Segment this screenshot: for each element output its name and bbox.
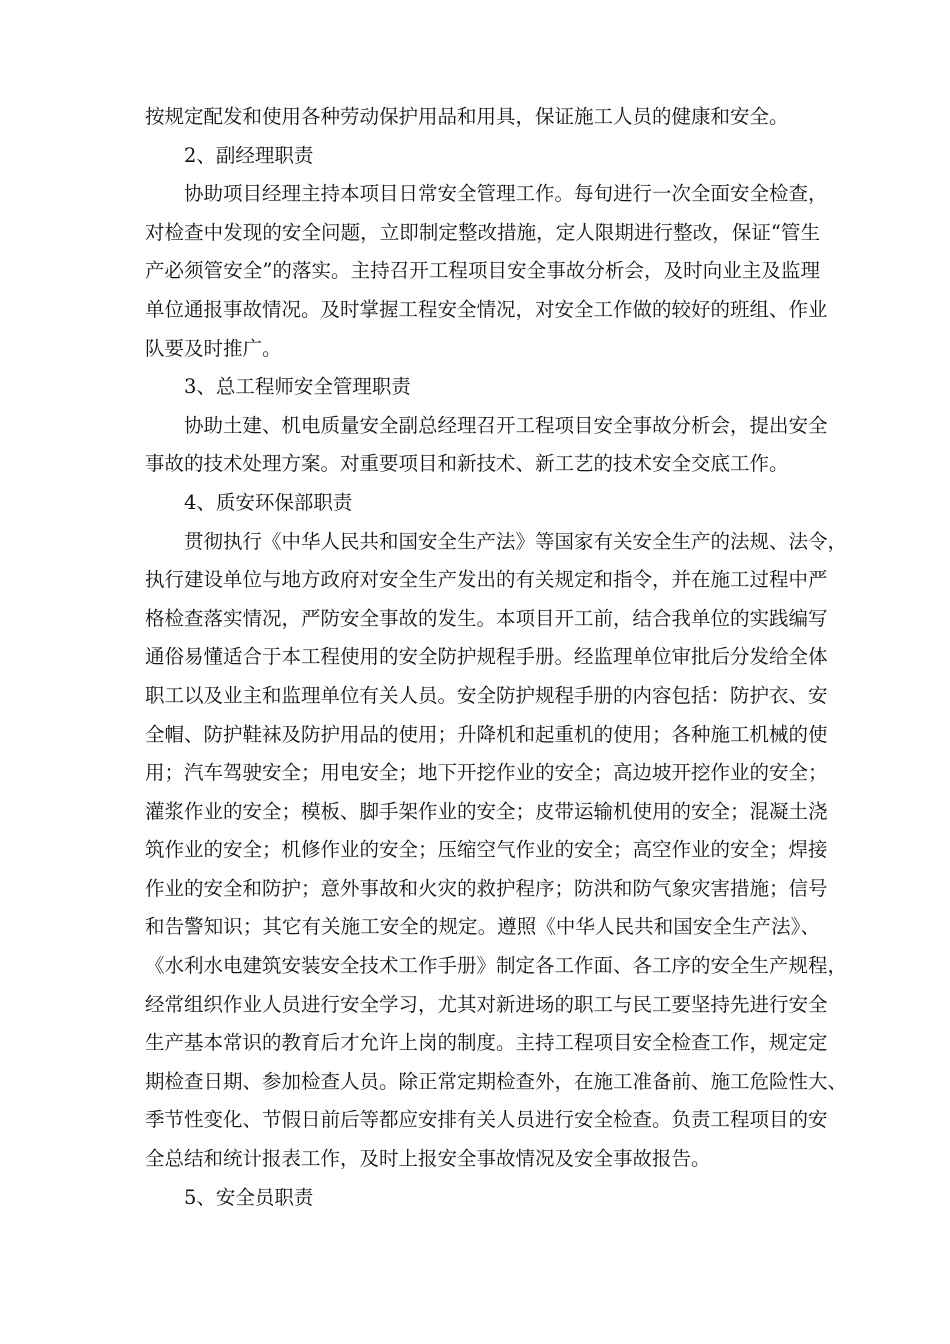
body-line: 《水利水电建筑安装安全技术工作手册》制定各工作面、各工序的安全生产规程，	[145, 954, 848, 978]
body-line: 期检查日期、参加检查人员。除正常定期检查外，在施工准备前、施工危险性大、	[145, 1069, 848, 1093]
body-line: 生产基本常识的教育后才允许上岗的制度。主持工程项目安全检查工作，规定定	[145, 1031, 828, 1055]
body-line: 产必须管安全”的落实。主持召开工程项目安全事故分析会，及时向业主及监理	[145, 259, 820, 283]
body-line: 按规定配发和使用各种劳动保护用品和用具，保证施工人员的健康和安全。	[145, 105, 789, 128]
body-line: 职工以及业主和监理单位有关人员。安全防护规程手册的内容包括：防护衣、安	[145, 683, 828, 707]
body-line: 季节性变化、节假日前后等都应安排有关人员进行安全检查。负责工程项目的安	[145, 1108, 828, 1132]
body-line: 单位通报事故情况。及时掌握工程安全情况，对安全工作做的较好的班组、作业	[145, 297, 828, 321]
body-line: 协助项目经理主持本项目日常安全管理工作。每旬进行一次全面安全检查，	[184, 182, 828, 206]
body-line: 全总结和统计报表工作，及时上报安全事故情况及安全事故报告。	[145, 1147, 711, 1171]
body-line: 筑作业的安全；机修作业的安全；压缩空气作业的安全；高空作业的安全；焊接	[145, 838, 828, 862]
body-line: 协助土建、机电质量安全副总经理召开工程项目安全事故分析会，提出安全	[184, 413, 828, 437]
body-line: 用；汽车驾驶安全；用电安全；地下开挖作业的安全；高边坡开挖作业的安全；	[145, 761, 828, 785]
body-line: 执行建设单位与地方政府对安全生产发出的有关规定和指令，并在施工过程中严	[145, 568, 828, 592]
body-line: 队要及时推广。	[145, 336, 282, 360]
body-line: 事故的技术处理方案。对重要项目和新技术、新工艺的技术安全交底工作。	[145, 452, 789, 476]
section-heading-4: 4、质安环保部职责	[184, 490, 353, 514]
section-heading-2: 2、副经理职责	[184, 143, 314, 167]
body-line: 经常组织作业人员进行安全学习，尤其对新进场的职工与民工要坚持先进行安全	[145, 992, 828, 1016]
body-line: 格检查落实情况，严防安全事故的发生。本项目开工前，结合我单位的实践编写	[145, 606, 828, 630]
body-line: 灌浆作业的安全；模板、脚手架作业的安全；皮带运输机使用的安全；混凝土浇	[145, 799, 828, 823]
body-line: 和告警知识；其它有关施工安全的规定。遵照《中华人民共和国安全生产法》、	[145, 915, 820, 939]
body-line: 对检查中发现的安全问题，立即制定整改措施，定人限期进行整改，保证“管生	[145, 220, 820, 244]
section-heading-3: 3、总工程师安全管理职责	[184, 375, 411, 399]
body-line: 全帽、防护鞋袜及防护用品的使用；升降机和起重机的使用；各种施工机械的使	[145, 722, 828, 746]
document-page	[145, 98, 848, 1217]
section-heading-5: 5、安全员职责	[184, 1185, 314, 1209]
body-line: 贯彻执行《中华人民共和国安全生产法》等国家有关安全生产的法规、法令，	[184, 529, 848, 553]
body-line: 通俗易懂适合于本工程使用的安全防护规程手册。经监理单位审批后分发给全体	[145, 645, 828, 669]
body-line: 作业的安全和防护；意外事故和火灾的救护程序；防洪和防气象灾害措施；信号	[145, 876, 828, 900]
